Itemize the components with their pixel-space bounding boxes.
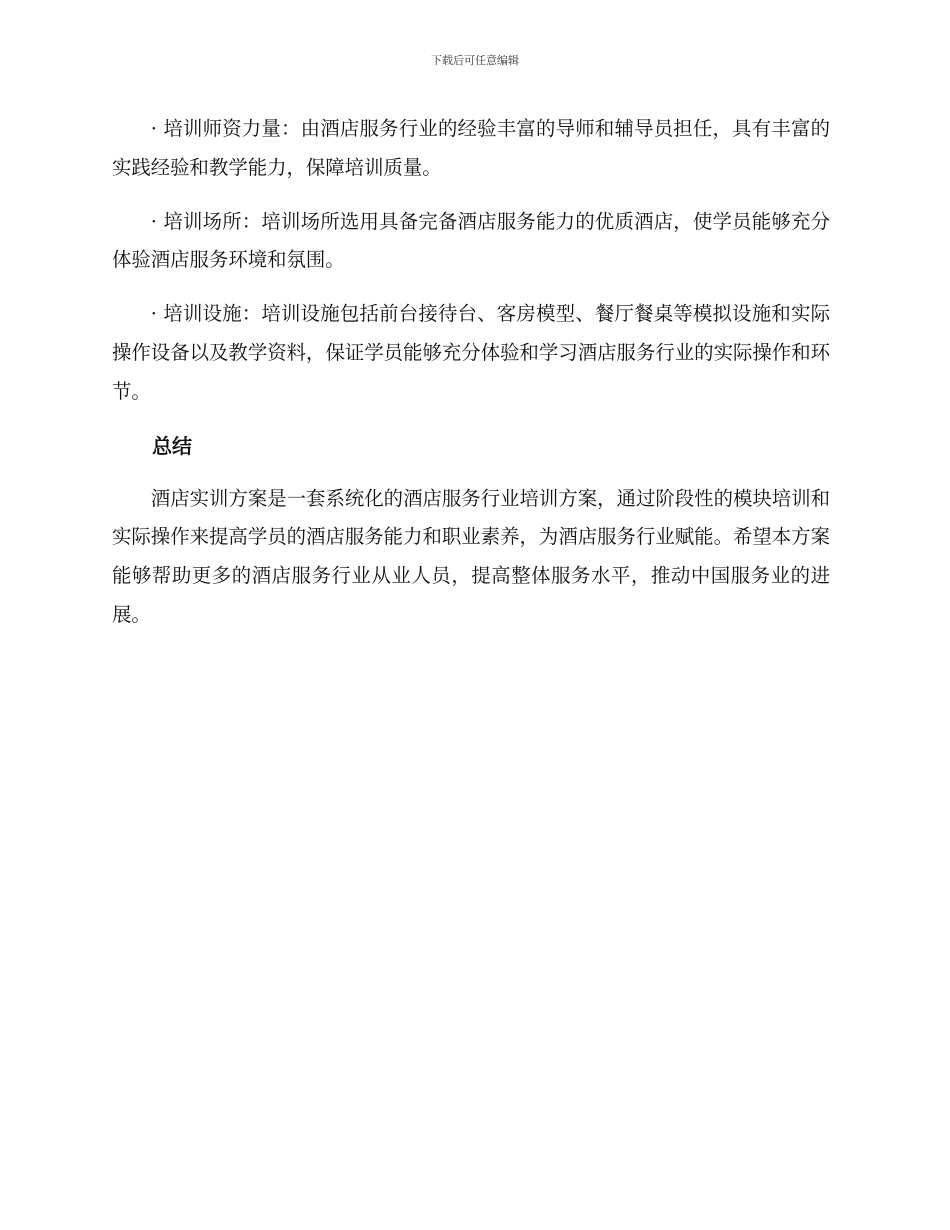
bullet-faculty: · 培训师资力量：由酒店服务行业的经验丰富的导师和辅导员担任，具有丰富的实践经验和教学能力，保障培训质量。 <box>112 117 830 179</box>
bullet-facilities: · 培训设施：培训设施包括前台接待台、客房模型、餐厅餐桌等模拟设施和实际操作设备以及教学资料，保证学员能够充分体验和学习酒店服务行业的实际操作和环节。 <box>112 302 830 403</box>
bullet-venue: · 培训场所：培训场所选用具备完备酒店服务能力的优质酒店，使学员能够充分体验酒店服务环境和氛围。 <box>112 209 830 272</box>
summary-paragraph: 酒店实训方案是一套系统化的酒店服务行业培训方案，通过阶段性的模块培训和实际操作来提高学员的酒店服务能力和职业素养，为酒店服务行业赋能。希望本方案能够帮助更多的酒店服务行业从业人员，提高整体服务水平，推动中国服务业的进展。 <box>112 486 830 626</box>
summary-heading: 总结 <box>152 433 192 458</box>
document-body <box>112 110 830 635</box>
page-header: 下载后可任意编辑 <box>431 54 519 67</box>
